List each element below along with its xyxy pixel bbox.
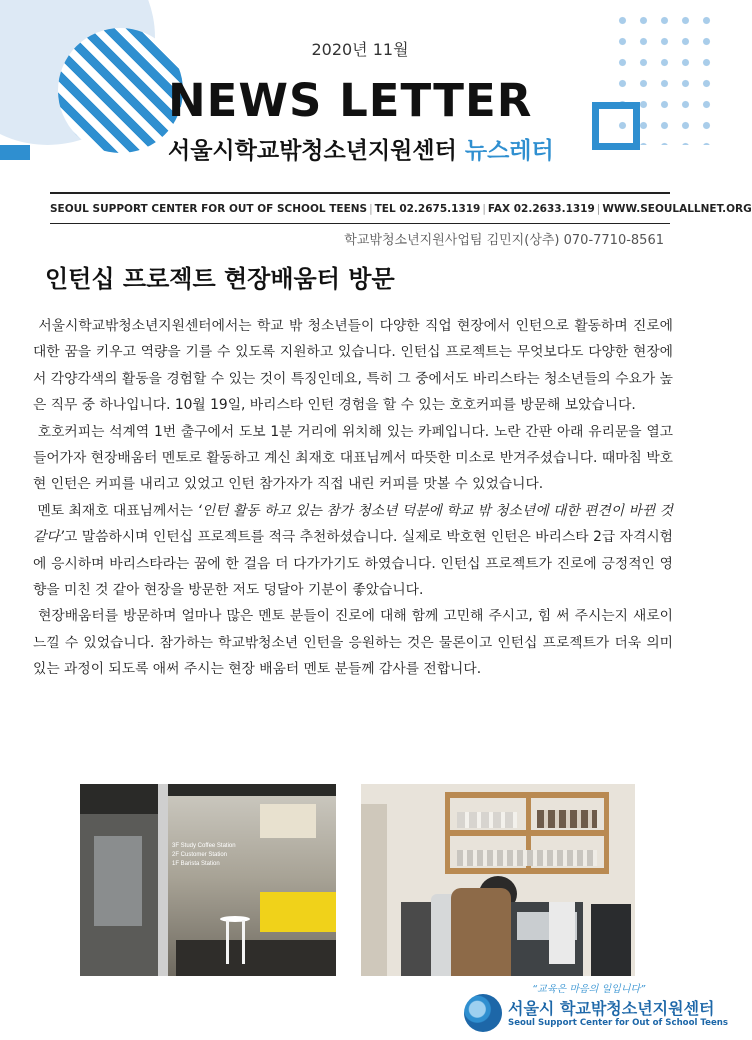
separator: | [596, 202, 601, 215]
article-body [33, 313, 673, 683]
author-line: 학교밖청소년지원사업팀 김민지(상추) 070-7710-8561 [344, 233, 664, 248]
contact-website: WWW.SEOULALLNET.ORG [602, 202, 752, 215]
center-logo [462, 980, 729, 1032]
paragraph-2 [33, 419, 673, 498]
contact-fax: FAX 02.2633.1319 [487, 202, 595, 215]
paragraph-3-start: 멘토 최재호 대표님께서는 [37, 502, 198, 519]
contact-tel: TEL 02.2675.1319 [374, 202, 481, 215]
paragraph-3-end: 고 말씀하시며 인턴십 프로젝트를 적극 추천하셨습니다. 실제로 박호현 인턴은 바리스타 2급 자격시험에 응시하며 바리스타라는 꿈에 한 걸음 더 다가가기도 하였습니다. 인턴십 프로젝트가 진로에 긍정적인 영향을 미친 것 같아 현장을 방문한 저도 덩달아 기분이 좋았습니다. [33, 529, 673, 599]
center-name [168, 132, 554, 165]
store-sign-line-1: 3F Study Coffee Station [172, 843, 236, 849]
barista-photo [361, 784, 635, 976]
contact-bar [50, 192, 752, 224]
cafe-entrance-photo [80, 784, 336, 976]
logo-subtitle: Seoul Support Center for Out of School Teens [508, 1018, 729, 1028]
mentor-quote: ‘인턴 활동 하고 있는 참가 청소년 덕분에 학교 밖 청소년에 대한 편견이 바뀐 것 같다’ [33, 502, 674, 546]
logo-emblem-icon [464, 994, 502, 1032]
separator: | [482, 202, 486, 215]
contact-org: SEOUL SUPPORT CENTER FOR OUT OF SCHOOL TEENS [50, 202, 368, 215]
separator: | [369, 202, 373, 215]
center-name-text: 서울시학교밖청소년지원센터 [168, 138, 457, 164]
paragraph-4-text: 현장배움터를 방문하며 얼마나 많은 멘토 분들이 진로에 대해 함께 고민해 주시고, 힘 써 주시는지 새로이 느낄 수 있었습니다. 참가하는 학교밖청소년 인턴을 응원하는 것은 물론이고 인턴십 프로젝트가 더욱 의미 있는 과정이 되도록 애써 주시는 현장 배움터 멘토 분들께 감사를 전합니다. [33, 608, 673, 678]
issue-date: 2020년 11월 [311, 40, 409, 59]
store-sign-line-2: 2F Customer Station [172, 852, 228, 858]
logo-name: 서울시 학교밖청소년지원센터 [508, 999, 715, 1018]
decorative-square [592, 102, 640, 150]
paragraph-3 [33, 498, 673, 604]
paragraph-1 [33, 313, 673, 419]
decorative-bar [0, 145, 30, 160]
store-sign-line-3: 1F Barista Station [172, 861, 220, 867]
paragraph-4 [33, 603, 673, 682]
paragraph-2-text: 호호커피는 석계역 1번 출구에서 도보 1분 거리에 위치해 있는 카페입니다. 노란 간판 아래 유리문을 열고 들어가자 현장배움터 멘토로 활동하고 계신 최재호 대표님께서 따뜻한 미소로 반겨주셨습니다. 때마침 박호현 인턴은 커피를 내리고 있었고 인턴 참가자가 직접 내린 커피를 맛볼 수 있었습니다. [33, 423, 673, 493]
center-name-accent: 뉴스레터 [464, 138, 554, 164]
newsletter-title: NEWS LETTER [168, 74, 533, 127]
article-headline: 인턴십 프로젝트 현장배움터 방문 [45, 265, 395, 293]
logo-slogan: “교육은 마음의 일입니다” [532, 984, 646, 995]
paragraph-1-text: 서울시학교밖청소년지원센터에서는 학교 밖 청소년들이 다양한 직업 현장에서 인턴으로 활동하며 진로에 대한 꿈을 키우고 역량을 기를 수 있도록 지원하고 있습니다. 인턴십 프로젝트는 무엇보다도 다양한 현장에서 각양각색의 활동을 경험할 수 있는 것이 특징인데요, 특히 그 중에서도 바리스타는 청소년들의 수요가 높은 직무 중 하나입니다. 10월 19일, 바리스타 인턴 경험을 할 수 있는 호호커피를 방문해 보았습니다. [33, 318, 673, 414]
